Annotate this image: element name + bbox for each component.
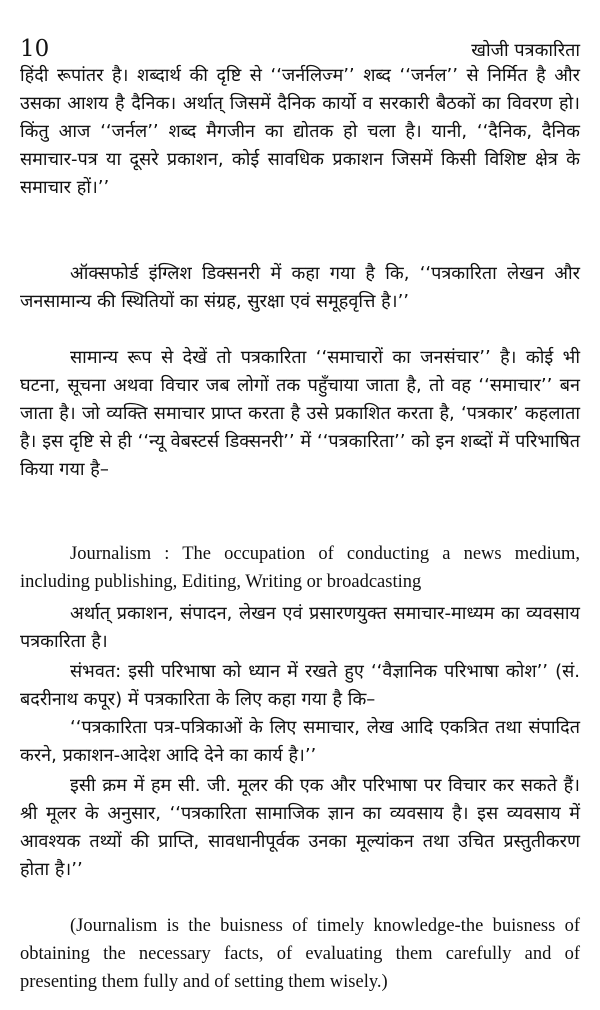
english-quote-webster: Journalism : The occupation of conducting a news medium, including publishing, Editing, Writing or broadcasting	[20, 544, 580, 592]
paragraph-mass-communication: सामान्य रूप से देखें तो पत्रकारिता ‘‘समाचारों का जनसंचार’’ है। कोई भी घटना, सूचना अथवा विचार जब लोगों तक पहुँचाया जाता है, तो वह ‘‘समाचार’’ बन जाता है। जो व्यक्ति समाचार प्राप्त करता है उसे प्रकाशित करता है, ‘पत्रकार’ कहलाता है। इस दृष्टि से ही ‘‘न्यू वेबस्टर्स डिक्सनरी’’ में ‘‘पत्रकारिता’’ को इन शब्दों में परिभाषित किया गया है–	[20, 347, 580, 480]
paragraph-meaning: अर्थात् प्रकाशन, संपादन, लेखन एवं प्रसारणयुक्त समाचार-माध्यम का व्यवसाय पत्रकारिता है।	[20, 603, 580, 652]
paragraph-oxford-definition: ऑक्सफोर्ड इंग्लिश डिक्सनरी में कहा गया है कि, ‘‘पत्रकारिता लेखन और जनसामान्य की स्थितियों का संग्रह, सुरक्षा एवं समूहवृत्ति है।’’	[20, 263, 580, 312]
quote-definition: ‘‘पत्रकारिता पत्र-पत्रिकाओं के लिए समाचार, लेख आदि एकत्रित तथा संपादित करने, प्रकाशन-आदेश आदि देने का कार्य है।’’	[20, 717, 580, 766]
page-header	[20, 36, 580, 62]
page-number: 10	[20, 36, 50, 62]
paragraph-mueller-definition: इसी क्रम में हम सी. जी. मूलर की एक और परिभाषा पर विचार कर सकते हैं। श्री मूलर के अनुसार, ‘‘पत्रकारिता सामाजिक ज्ञान का व्यवसाय है। इस व्यवसाय में आवश्यक तथ्यों की प्राप्ति, सावधानीपूर्वक उनका मूल्यांकन तथा उचित प्रस्तुतीकरण होता है।’’	[20, 775, 580, 880]
running-title: खोजी पत्रकारिता	[471, 40, 580, 61]
english-quote-mueller: (Journalism is the buisness of timely knowledge-the buisness of obtaining the necessary facts, of evaluating them carefully and of presenting them fully and of setting them wisely.)	[20, 916, 580, 992]
paragraph-journal-etymology: हिंदी रूपांतर है। शब्दार्थ की दृष्टि से ‘‘जर्नलिज्म’’ शब्द ‘‘जर्नल’’ से निर्मित है और उसका आशय है दैनिक। अर्थात् जिसमें दैनिक कार्यो व सरकारी बैठकों का विवरण हो। किंतु आज ‘‘जर्नल’’ शब्द मैगजीन का द्योतक हो चला है। यानी, ‘‘दैनिक, दैनिक समाचार-पत्र या दूसरे प्रकाशन, कोई सावधिक प्रकाशन जिसमें किसी विशिष्ट क्षेत्र के समाचार हों।’’	[20, 65, 580, 198]
paragraph-scientific-dictionary: संभवत: इसी परिभाषा को ध्यान में रखते हुए ‘‘वैज्ञानिक परिभाषा कोश’’ (सं. बदरीनाथ कपूर) में पत्रकारिता के लिए कहा गया है कि–	[20, 661, 580, 710]
